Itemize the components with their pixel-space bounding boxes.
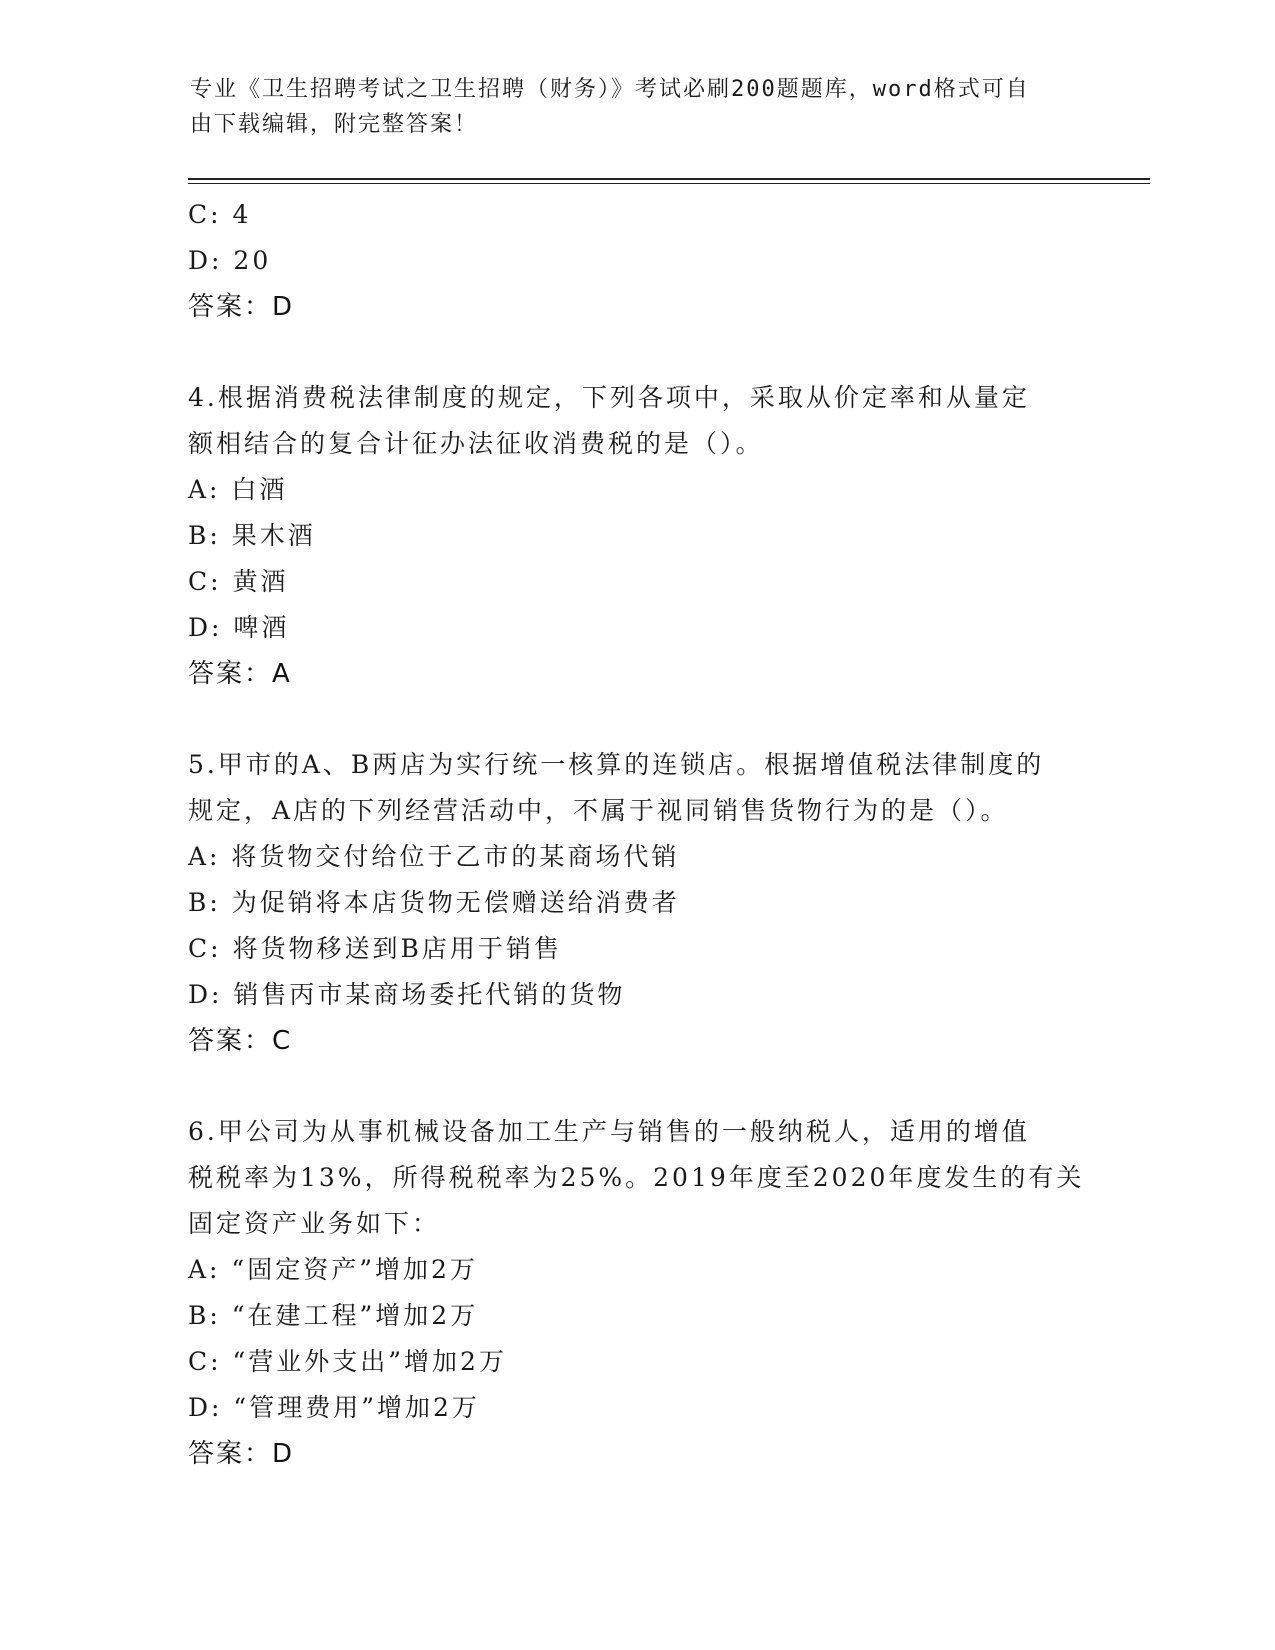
question-5 bbox=[188, 742, 1088, 1064]
header-line-2: 由下载编辑，附完整答案！ bbox=[190, 112, 479, 137]
answer-label: 答案：D bbox=[188, 1439, 295, 1469]
option-a: A: “固定资产”增加2万 bbox=[188, 1255, 478, 1284]
answer-label: 答案：C bbox=[188, 1026, 293, 1056]
option-d: D: 20 bbox=[188, 246, 272, 275]
header-rule-thin bbox=[188, 183, 1150, 184]
question-3-tail bbox=[188, 192, 1088, 330]
option-a: A: 将货物交付给位于乙市的某商场代销 bbox=[188, 842, 680, 871]
spacer bbox=[188, 330, 1088, 375]
question-stem: 4.根据消费税法律制度的规定，下列各项中，采取从价定率和从量定 bbox=[188, 383, 1030, 412]
question-6 bbox=[188, 1109, 1088, 1477]
answer-label: 答案：A bbox=[188, 659, 292, 689]
question-stem: 6.甲公司为从事机械设备加工生产与销售的一般纳税人，适用的增值 bbox=[188, 1117, 1030, 1146]
option-c: C: 黄酒 bbox=[188, 567, 289, 596]
option-b: B: 为促销将本店货物无偿赠送给消费者 bbox=[188, 888, 680, 917]
question-stem: 规定，A店的下列经营活动中，不属于视同销售货物行为的是（）。 bbox=[188, 796, 1009, 825]
header-rule-thick bbox=[188, 178, 1150, 180]
option-d: D: 啤酒 bbox=[188, 613, 290, 642]
option-b: B: “在建工程”增加2万 bbox=[188, 1301, 479, 1330]
option-a: A: 白酒 bbox=[188, 475, 288, 504]
option-d: D: “管理费用”增加2万 bbox=[188, 1393, 480, 1422]
page-header bbox=[190, 72, 1070, 142]
question-list bbox=[188, 192, 1088, 1477]
option-d: D: 销售丙市某商场委托代销的货物 bbox=[188, 980, 626, 1009]
option-c: C: 将货物移送到B店用于销售 bbox=[188, 934, 562, 963]
spacer bbox=[188, 697, 1088, 742]
question-stem: 5.甲市的A、B两店为实行统一核算的连锁店。根据增值税法律制度的 bbox=[188, 750, 1045, 779]
option-c: C: “营业外支出”增加2万 bbox=[188, 1347, 507, 1376]
header-line-1: 专业《卫生招聘考试之卫生招聘（财务）》考试必刷200题题库，word格式可自 bbox=[190, 77, 1030, 102]
question-stem: 固定资产业务如下： bbox=[188, 1209, 441, 1238]
option-c: C: 4 bbox=[188, 200, 252, 229]
option-b: B: 果木酒 bbox=[188, 521, 316, 550]
question-4 bbox=[188, 375, 1088, 697]
question-stem: 税税率为13%，所得税税率为25%。2019年度至2020年度发生的有关 bbox=[188, 1163, 1085, 1192]
question-stem: 额相结合的复合计征办法征收消费税的是（）。 bbox=[188, 429, 764, 458]
spacer bbox=[188, 1064, 1088, 1109]
answer-label: 答案：D bbox=[188, 292, 295, 322]
